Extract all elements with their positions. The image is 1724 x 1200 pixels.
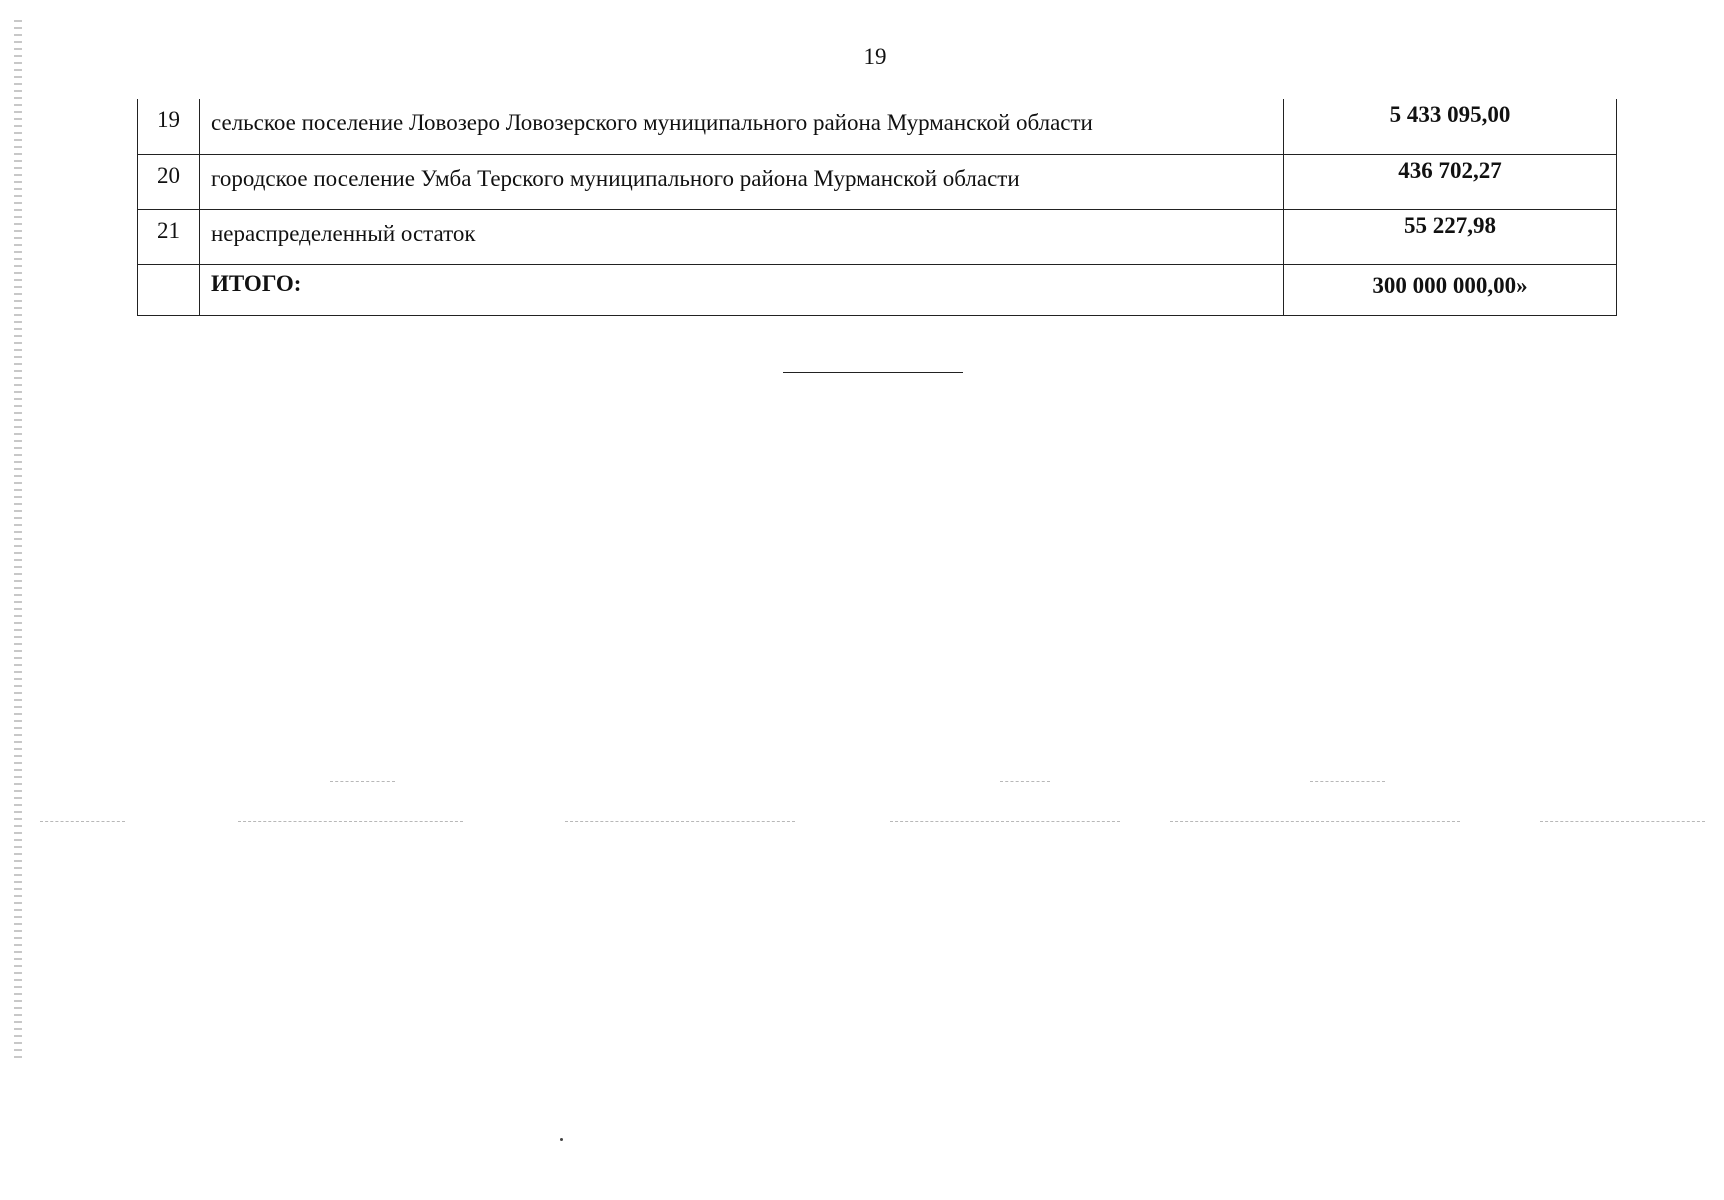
total-row	[138, 265, 1617, 316]
row-number: 21	[138, 210, 200, 265]
amount-value: 5 433 095,00	[1284, 99, 1617, 155]
scan-artifact-dot	[560, 1138, 563, 1141]
allocation-table	[137, 99, 1617, 316]
municipality-name: городское поселение Умба Терского муниципального района Мурманской области	[200, 155, 1284, 210]
amount-value: 55 227,98	[1284, 210, 1617, 265]
table-row	[138, 210, 1617, 265]
scan-artifact-line	[890, 821, 1120, 822]
amount-value: 436 702,27	[1284, 155, 1617, 210]
municipality-name: сельское поселение Ловозеро Ловозерского муниципального района Мурманской области	[200, 99, 1284, 155]
scan-edge-artifact	[14, 20, 22, 1060]
row-number: 20	[138, 155, 200, 210]
table-row	[138, 155, 1617, 210]
scan-artifact-line	[40, 821, 125, 822]
scan-artifact-line	[1000, 781, 1050, 782]
total-row-number	[138, 265, 200, 316]
total-amount: 300 000 000,00»	[1284, 265, 1617, 316]
table-row	[138, 99, 1617, 155]
municipality-name: нераспределенный остаток	[200, 210, 1284, 265]
scan-artifact-line	[238, 821, 463, 822]
scan-artifact-line	[1310, 781, 1385, 782]
page-number: 19	[863, 44, 887, 69]
scan-artifact-line	[565, 821, 795, 822]
total-label: ИТОГО:	[200, 265, 1284, 316]
scan-artifact-line	[330, 781, 395, 782]
end-of-document-rule	[783, 372, 963, 373]
scan-artifact-line	[1540, 821, 1705, 822]
scan-artifact-line	[1170, 821, 1460, 822]
row-number: 19	[138, 99, 200, 155]
